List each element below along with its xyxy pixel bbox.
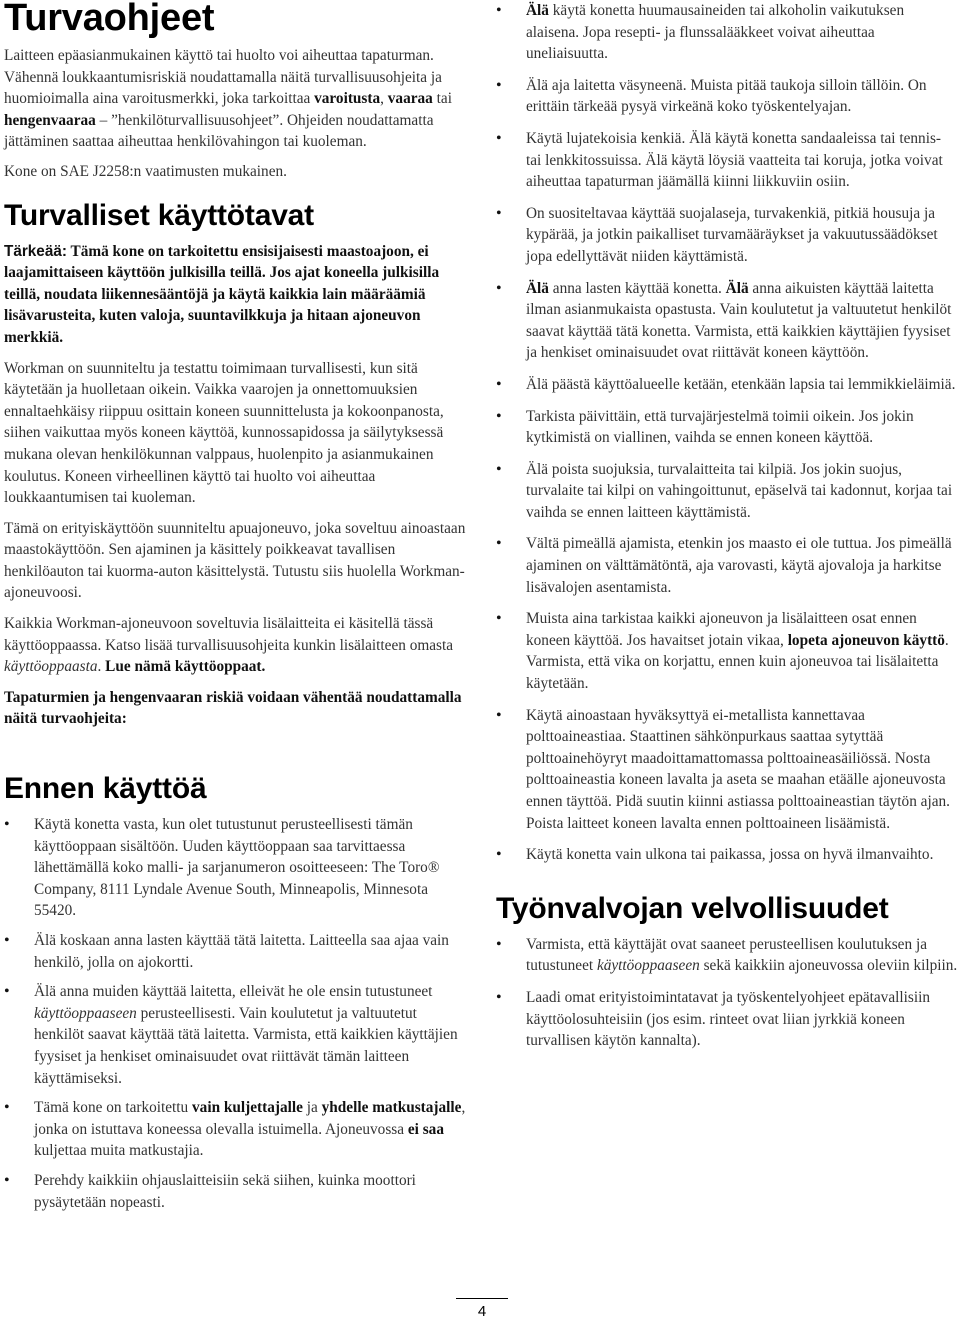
risk-reduction-statement: Tapaturmien ja hengenvaaran riskiä voidaan vähentää noudattamalla näitä turvaohjeita: (4, 688, 462, 728)
list-item: • Älä käytä konetta huumausaineiden tai alkoholin vaikutuksen alaisena. Jopa resepti- ja flunssalääkkeet voivat aiheuttaa uneliaisuutta. (496, 0, 958, 65)
list-item: • Älä poista suojuksia, turvalaitteita tai kilpiä. Jos jokin suojus, turvalaite tai kilpi on vahingoittunut, epäselvä tai kadonnut, korjaa tai vaihda se ennen laitteen käyttämistä. (496, 459, 958, 524)
special-vehicle-paragraph: Tämä on erityiskäyttöön suunniteltu apuajoneuvo, joka soveltuu ainoastaan maastokäyttöön. Sen ajaminen ja käsittely poikkeavat tavallisen henkilöauton tai kuorma-auton käsittelystä. Tutustu siis huolella Workman-ajoneuvoosi. (4, 519, 466, 602)
important-note: Tärkeää: Tämä kone on tarkoitettu ensisijaisesti maastoajoon, ei laajamittaiseen käyttöön julkisilla teillä. Jos ajat koneella julkisilla teillä, noudata liikennesääntöjä ja käytä kaikkia lain määräämiä lisävarusteita, kuten valoja, suuntavilkkuja ja hitaan ajoneuvon merkkiä. (4, 242, 440, 346)
list-item: • Älä anna lasten käyttää konetta. Älä anna aikuisten käyttää laitetta ilman asianmukaista opastusta. Vain koulutetut ja valtuutetut henkilöt saavat käyttää tätä konetta. Varmista, että kaikkien käyttäjien fyysiset ja henkiset ominaisuudet ovat riittävät koneen käyttöön. (496, 278, 958, 364)
page-title: Turvaohjeet (4, 0, 215, 39)
page-number: 4 (477, 1303, 487, 1320)
list-item: • On suositeltavaa käyttää suojalaseja, turvakenkiä, pitkiä housuja ja kypärää, ja jotkin paikalliset turvamääräykset ja vakuutussäädökset jopa edellyttävät niiden käyttämistä. (496, 203, 958, 268)
list-item: • Käytä lujatekoisia kenkiä. Älä käytä konetta sandaaleissa tai tennis- tai lenkkitossuissa. Älä käytä löysiä vaatteita tai koruja, jotka voivat aiheuttaa tapaturman jäämällä kiinni liikkuviin osiin. (496, 128, 958, 193)
list-item: • Älä koskaan anna lasten käyttää tätä laitetta. Laitteella saa ajaa vain henkilö, jolla on ajokortti. (4, 930, 466, 973)
list-item: • Älä anna muiden käyttää laitetta, elleivät he ole ensin tutustuneet käyttöoppaaseen perusteellisesti. Vain koulutetut ja valtuutetut henkilöt saavat käyttää tätä laitetta. Varmista, että kaikkien käyttäjien fyysiset ja henkiset ominaisuudet ovat riittävät tämän laitteen käyttämiseksi. (4, 981, 466, 1089)
section-heading-safe-practices: Turvalliset käyttötavat (4, 198, 314, 232)
important-label: Tärkeää: (4, 242, 67, 260)
list-item: • Muista aina tarkistaa kaikki ajoneuvon ja lisälaitteen osat ennen koneen käyttöä. Jos havaitset jotain vikaa, lopeta ajoneuvon käyttö. Varmista, että vika on korjattu, ennen kuin ajoneuvoa tai lisälaitetta käytetään. (496, 608, 958, 694)
accessories-paragraph: Kaikkia Workman-ajoneuvoon soveltuvia lisälaitteita ei käsitellä tässä käyttöoppaassa. Katso lisää turvallisuusohjeita kunkin lisälaitteen omasta käyttöoppaasta. Lue nämä käyttöoppaat. (4, 615, 454, 676)
supervisor-duties-list (496, 934, 958, 1052)
left-column (4, 0, 466, 1213)
list-item: • Tämä kone on tarkoitettu vain kuljettajalle ja yhdelle matkustajalle, jonka on istuttava koneessa olevalla istuimella. Ajoneuvossa ei saa kuljettaa muita matkustajia. (4, 1097, 466, 1162)
section-heading-before-operation: Ennen käyttöä (4, 772, 207, 806)
list-item: • Käytä ainoastaan hyväksyttyä ei-metallista kannettavaa polttoaineastiaa. Staattinen sähkönpurkaus saattaa sytyttää polttoainehöyryt maadoittamattomassa polttoaineasäiliössä. Nosta polttoaineastia koneen lavalta ja aseta se maahan etäälle ajoneuvosta ennen täyttöä. Pidä suutin kiinni astiassa polttoaineastian täytön ajan. Poista laitteet koneen lavalta ennen polttoaineen lisäämistä. (496, 705, 958, 835)
list-item: • Älä aja laitetta väsyneenä. Muista pitää taukoja silloin tällöin. On erittäin tärkeää pysyä virkeänä koko työskentelyajan. (496, 75, 958, 118)
before-operation-list (4, 814, 466, 1213)
intro-paragraph: Laitteen epäasianmukainen käyttö tai huolto voi aiheuttaa tapaturman. Vähennä loukkaantumisriskiä noudattamalla näitä turvallisuusohjeita ja huomioimalla aina varoitusmerkki, joka tarkoittaa varoitusta, vaaraa tai hengenvaaraa – ”henkilöturvallisuusohjeet”. Ohjeiden noudattamatta jättäminen saattaa aiheuttaa henkilövahingon tai kuoleman. (4, 47, 452, 151)
safety-rules-list (496, 0, 958, 866)
list-item: • Perehdy kaikkiin ohjauslaitteisiin sekä siihen, kuinka moottori pysäytetään nopeasti. (4, 1170, 466, 1213)
list-item: • Vältä pimeällä ajamista, etenkin jos maasto ei ole tuttua. Jos pimeällä ajaminen on välttämätöntä, aja varovasti, käytä ajovaloja ja harkitse lisävalojen asentamista. (496, 533, 958, 598)
list-item: • Laadi omat erityistoimintatavat ja työskentelyohjeet epätavallisiin käyttöolosuhteisiin (jos esim. rinteet ovat liian jyrkkiä koneen turvallisen käytön kannalta). (496, 987, 958, 1052)
section-heading-supervisor-duties: Työnvalvojan velvollisuudet (496, 891, 889, 925)
footer-rule (456, 1298, 508, 1299)
list-item: • Käytä konetta vain ulkona tai paikassa, jossa on hyvä ilmanvaihto. (496, 844, 958, 866)
list-item: • Käytä konetta vasta, kun olet tutustunut perusteellisesti tämän käyttöoppaan sisältöön. Uuden käyttöoppaan saa tarvittaessa lähettämällä koko malli- ja sarjanumeron osoitteeseen: The Toro® Company, 8111 Lyndale Avenue South, Minneapolis, Minnesota 55420. (4, 814, 466, 922)
list-item: • Tarkista päivittäin, että turvajärjestelmä toimii oikein. Jos jokin kytkimistä on viallinen, vaihda se ennen koneen käyttöä. (496, 406, 958, 449)
sae-compliance-note: Kone on SAE J2258:n vaatimusten mukainen. (4, 162, 287, 180)
right-column (496, 0, 958, 1052)
list-item: • Älä päästä käyttöalueelle ketään, etenkään lapsia tai lemmikkieläimiä. (496, 374, 958, 396)
workman-paragraph: Workman on suunniteltu ja testattu toimimaan turvallisesti, kun sitä käytetään ja huolletaan oikein. Vaikka vaarojen ja onnettomuuksien ennaltaehkäisy riippuu osittain koneen suunnittelusta ja kokoonpanosta, siihen vaikuttaa myös koneen käyttöä, kunnossapidossa ja säilytyksessä mukana olevan henkilökunnan valppaus, huolenpito ja asianmukainen koulutus. Koneen virheellinen käyttö tai huolto voi aiheuttaa loukkaantumisen tai kuoleman. (4, 359, 444, 507)
list-item: • Varmista, että käyttäjät ovat saaneet perusteellisen koulutuksen ja tutustuneet käyttöoppaaseen sekä kaikkiin ajoneuvossa oleviin kilpiin. (496, 934, 958, 977)
